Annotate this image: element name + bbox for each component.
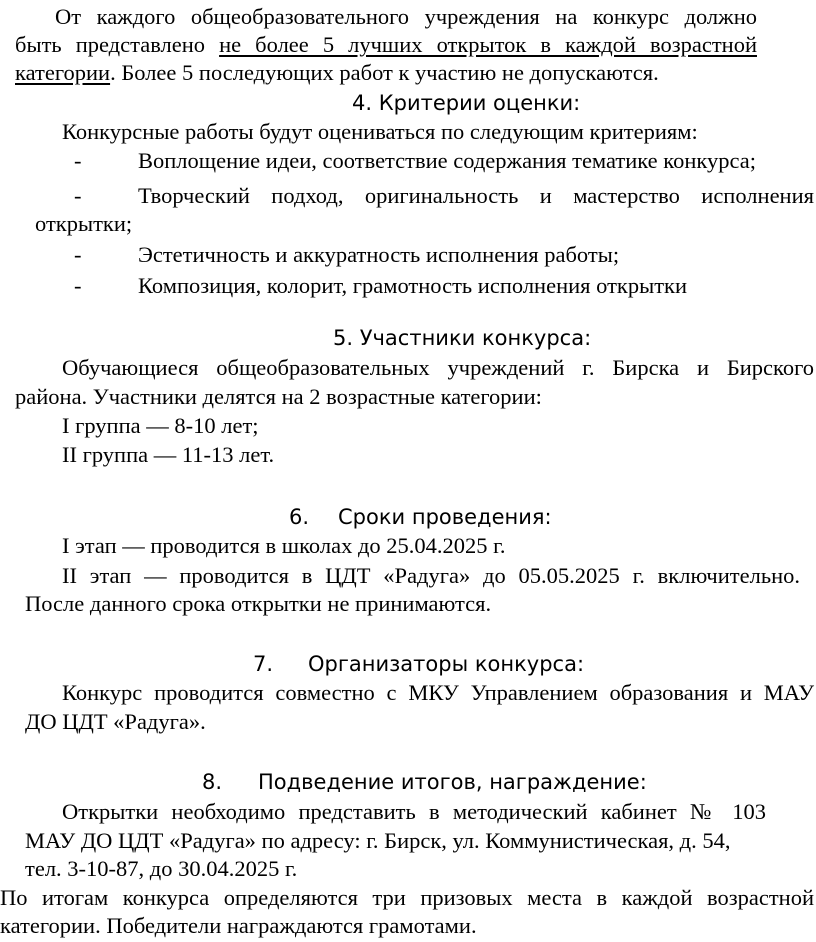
bullet-dash: - [74, 242, 82, 267]
bullet-dash: - [74, 273, 82, 298]
section-4-heading: 4. Критерии оценки: [352, 91, 581, 115]
criterion-2-continuation: открытки; [35, 211, 133, 236]
section-8-title: Подведение итогов, награждение: [258, 770, 647, 794]
section-8-line-1: Открытки необходимо представить в методический кабинет № 103 [62, 799, 766, 824]
section-5-heading: 5. Участники конкурса: [333, 326, 592, 350]
intro-text-rest: . Более 5 последующих работ к участию не допускаются. [110, 60, 659, 85]
section-7-line-1: Конкурс проводится совместно с МКУ Управлением образования и МАУ [62, 680, 814, 705]
bullet-dash: - [74, 183, 82, 208]
age-group-2: II группа — 11-13 лет. [62, 442, 275, 467]
intro-line-1: От каждого общеобразовательного учреждения на конкурс должно [55, 4, 757, 29]
stage-1: I этап — проводится в школах до 25.04.2025 г. [62, 533, 506, 558]
intro-line-2 [15, 30, 757, 60]
bullet-dash: - [74, 148, 82, 173]
section-6-number: 6. [289, 505, 310, 529]
section-8-line-2: МАУ ДО ЦДТ «Радуга» по адресу: г. Бирск, ул. Коммунистическая, д. 54, [25, 828, 731, 853]
section-5-line-2: района. Участники делятся на 2 возрастные категории: [15, 384, 542, 409]
stage-2: II этап — проводится в ЦДТ «Радуга» до 05.05.2025 г. включительно. [62, 563, 800, 588]
section-8-line-5: категории. Победители награждаются грамотами. [0, 913, 477, 938]
age-group-1: I группа — 8-10 лет; [62, 413, 259, 438]
section-6-title: Сроки проведения: [338, 505, 552, 529]
section-7-title: Организаторы конкурса: [308, 652, 585, 676]
section-8-line-4: По итогам конкурса определяются три призовых места в каждой возрастной [0, 885, 814, 910]
intro-line-3 [15, 58, 659, 88]
section-8-number: 8. [202, 770, 223, 794]
criterion-2: Творческий подход, оригинальность и мастерство исполнения [138, 183, 814, 208]
criterion-4: Композиция, колорит, грамотность исполнения открытки [138, 273, 688, 298]
stage-2-continuation: После данного срока открытки не принимаются. [25, 591, 492, 616]
intro-underlined-limit: не более 5 лучших открыток в каждой возрастной [219, 32, 757, 57]
intro-underlined-category: категории [15, 60, 111, 85]
criterion-1: Воплощение идеи, соответствие содержания тематике конкурса; [138, 148, 756, 173]
section-4-lead: Конкурсные работы будут оцениваться по следующим критериям: [62, 119, 698, 144]
criterion-3: Эстетичность и аккуратность исполнения работы; [138, 242, 620, 267]
intro-text: быть представлено [15, 32, 220, 57]
section-8-line-3: тел. 3-10-87, до 30.04.2025 г. [25, 856, 298, 881]
section-5-line-1: Обучающиеся общеобразовательных учреждений г. Бирска и Бирского [62, 355, 814, 380]
section-7-number: 7. [253, 652, 274, 676]
section-7-line-2: ДО ЦДТ «Радуга». [25, 709, 206, 734]
